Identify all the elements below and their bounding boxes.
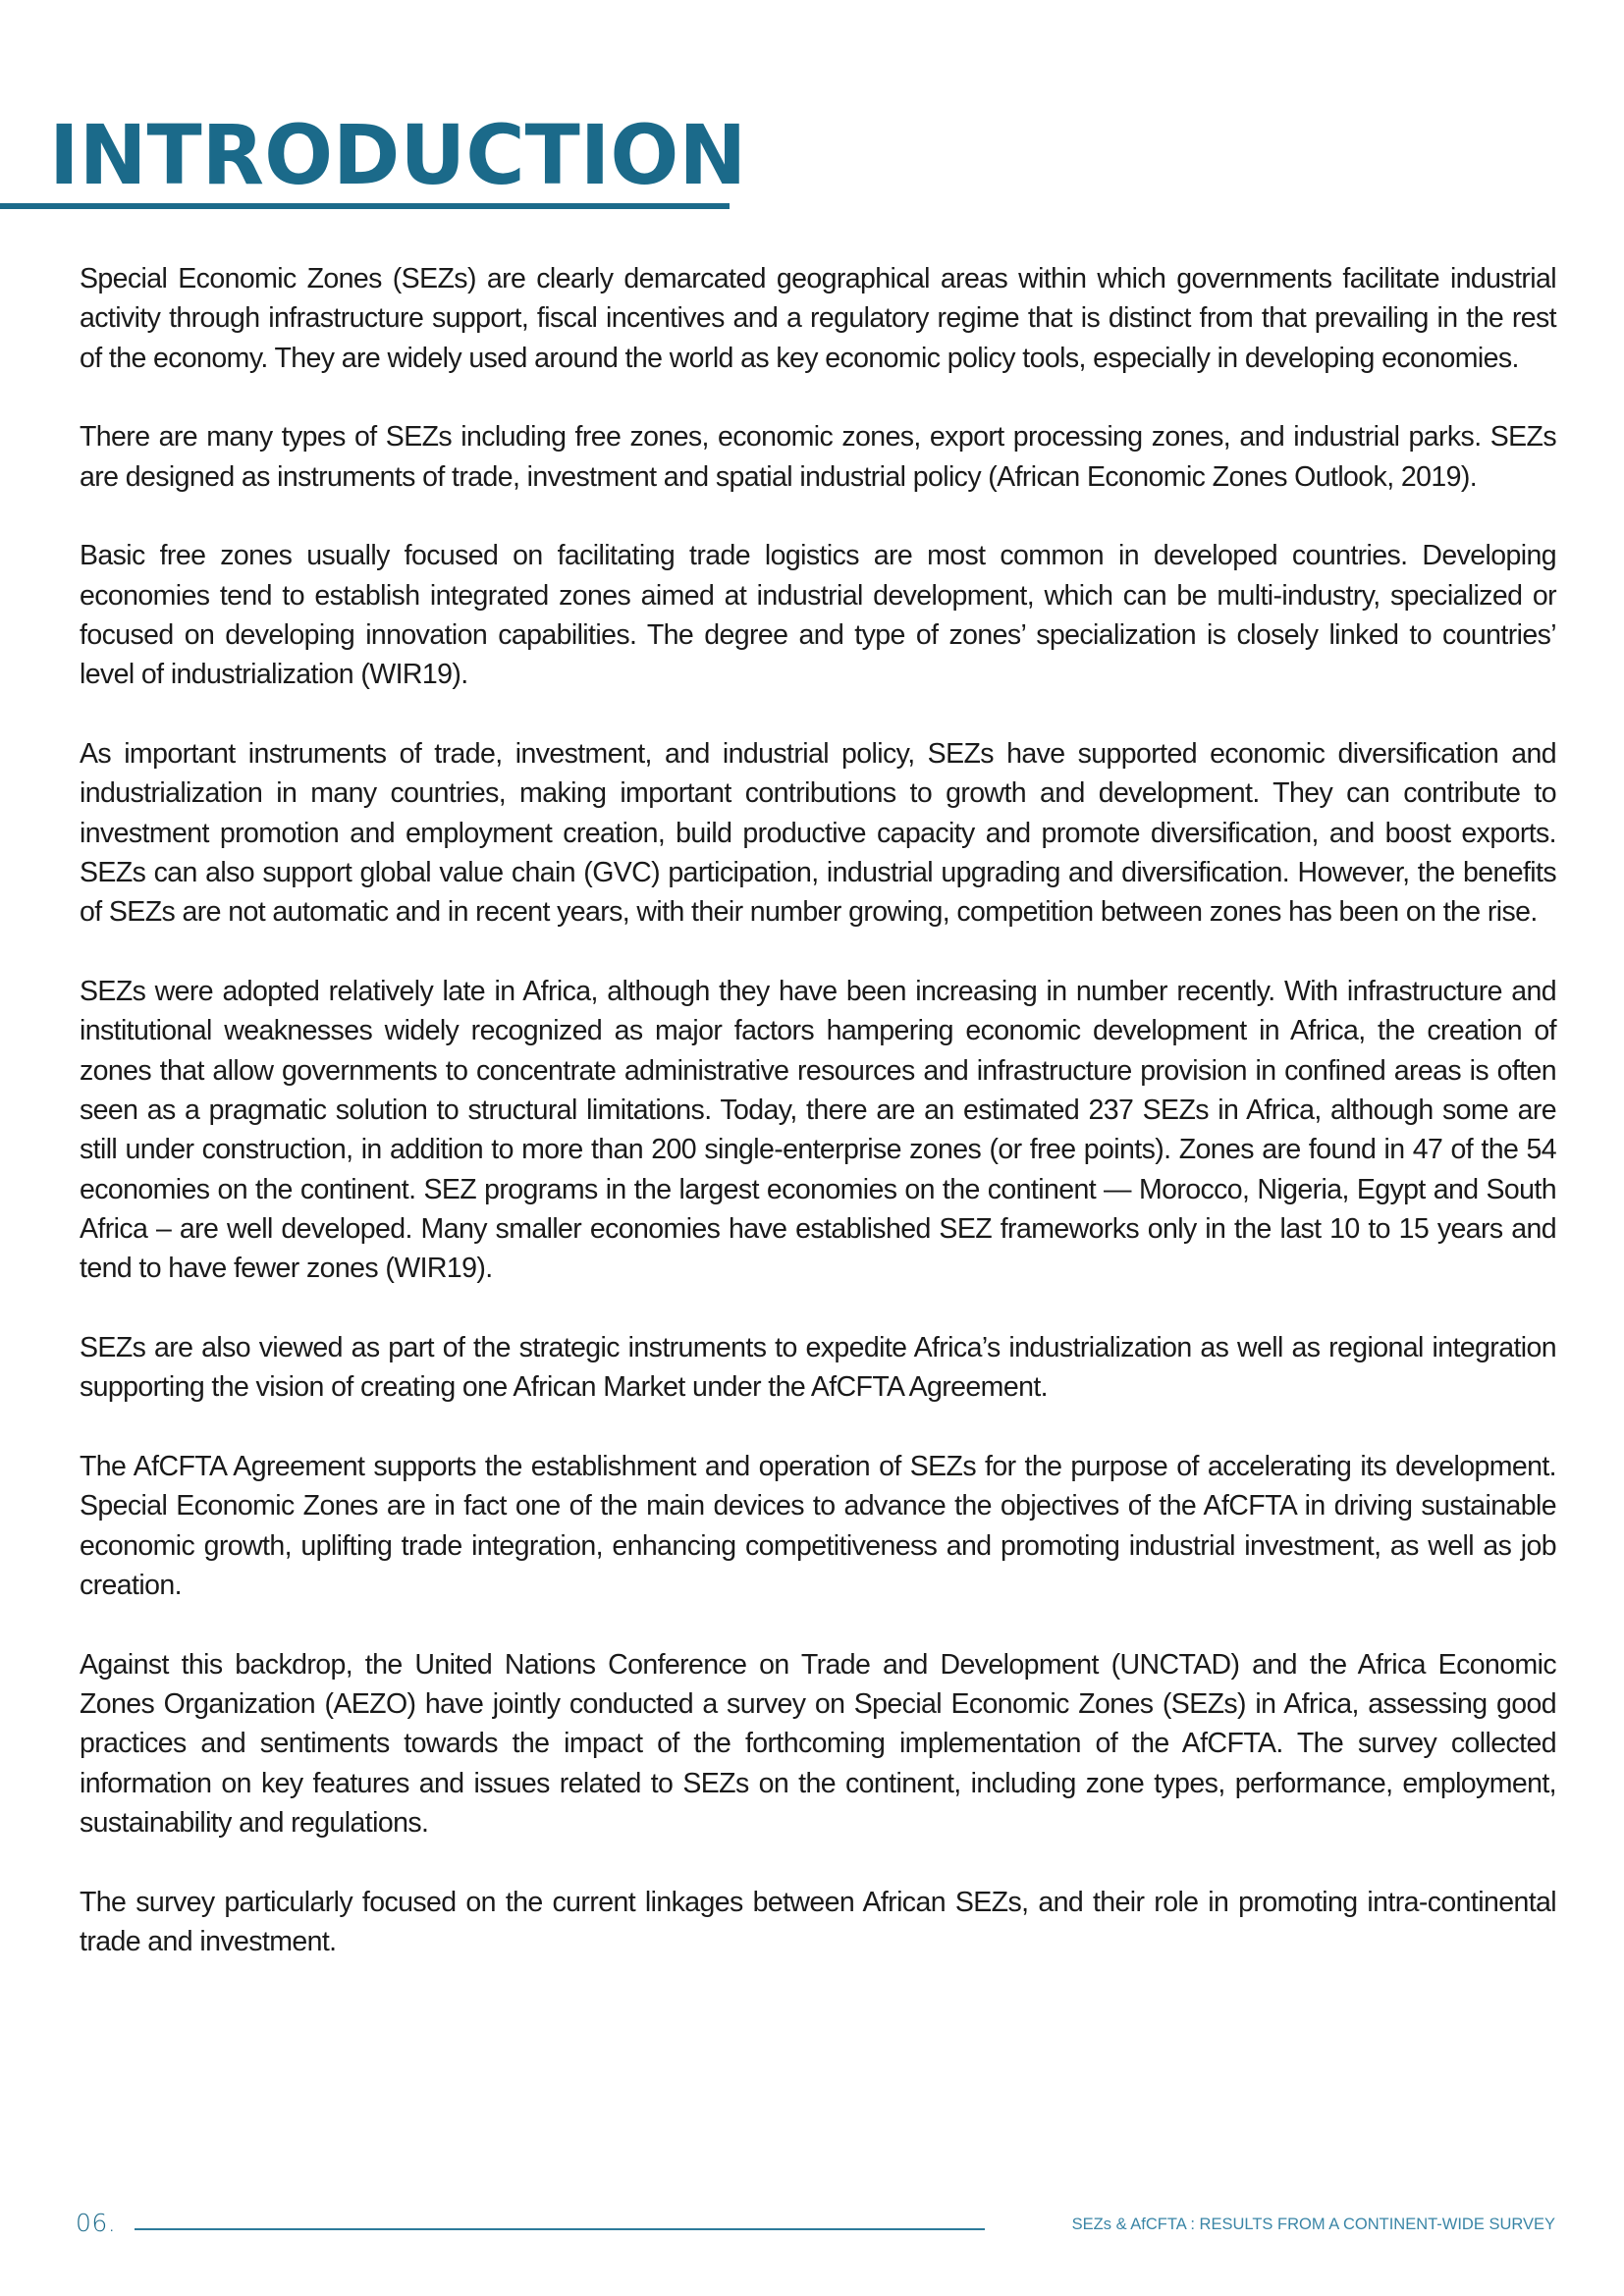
paragraph-policy-instruments: As important instruments of trade, investment, and industrial policy, SEZs have supported economic diversification and industrialization in many countries, making important contributions to growth and development. They can contribute to investment promotion and employment creation, build productive capacity and promote diversification, and boost exports. SEZs can also support global value chain (GVC) participation, industrial upgrading and diversification. However, the benefits of SEZs are not automatic and in recent years, with their number growing, competition between zones has been on the rise. bbox=[80, 738, 1556, 929]
publication-title: SEZs & AfCFTA : RESULTS FROM A CONTINENT-WIDE SURVEY bbox=[1071, 2216, 1555, 2233]
page-number: 06. bbox=[76, 2209, 117, 2237]
paragraph-survey-backdrop: Against this backdrop, the United Nations Conference on Trade and Development (UNCTAD) and the Africa Economic Zones Organization (AEZO) have jointly conducted a survey on Special Economic Zones (SEZs) in Africa, assessing good practices and sentiments towards the impact of the forthcoming implementation of the AfCFTA. The survey collected information on key features and issues related to SEZs on the continent, including zone types, performance, employment, sustainability and regulations. bbox=[80, 1648, 1556, 1839]
paragraph-strategic-instruments: SEZs are also viewed as part of the strategic instruments to expedite Africa’s industrialization as well as regional integration supporting the vision of creating one African Market under the AfCFTA Agreement. bbox=[80, 1332, 1556, 1404]
paragraph-sez-definition: Special Economic Zones (SEZs) are clearly demarcated geographical areas within which governments facilitate industrial activity through infrastructure support, fiscal incentives and a regulatory regime that is distinct from that prevailing in the rest of the economy. They are widely used around the world as key economic policy tools, especially in developing economies. bbox=[80, 263, 1556, 374]
body-text bbox=[80, 259, 1556, 1961]
paragraph-sezs-in-africa: SEZs were adopted relatively late in Africa, although they have been increasing in number recently. With infrastructure and institutional weaknesses widely recognized as major factors hampering economic development in Africa, the creation of zones that allow governments to concentrate administrative resources and infrastructure provision in confined areas is often seen as a pragmatic solution to structural limitations. Today, there are an estimated 237 SEZs in Africa, although some are still under construction, in addition to more than 200 single-enterprise zones (or free points). Zones are found in 47 of the 54 economies on the continent. SEZ programs in the largest economies on the continent — Morocco, Nigeria, Egypt and South Africa – are well developed. Many smaller economies have established SEZ frameworks only in the last 10 to 15 years and tend to have fewer zones (WIR19). bbox=[80, 976, 1556, 1285]
paragraph-free-zones: Basic free zones usually focused on facilitating trade logistics are most common in developed countries. Developing economies tend to establish integrated zones aimed at industrial development, which can be multi-industry, specialized or focused on developing innovation capabilities. The degree and type of zones’ specialization is closely linked to countries’ level of industrialization (WIR19). bbox=[80, 540, 1556, 691]
paragraph-survey-focus: The survey particularly focused on the current linkages between African SEZs, and their role in promoting intra-continental trade and investment. bbox=[80, 1886, 1556, 1958]
page-title: INTRODUCTION bbox=[49, 107, 747, 203]
page-footer bbox=[0, 2209, 1624, 2248]
paragraph-afcfta-agreement: The AfCFTA Agreement supports the establishment and operation of SEZs for the purpose of accelerating its development. Special Economic Zones are in fact one of the main devices to advance the objectives of the AfCFTA in driving sustainable economic growth, uplifting trade integration, enhancing competitiveness and promoting industrial investment, as well as job creation. bbox=[80, 1451, 1556, 1602]
footer-divider bbox=[135, 2228, 985, 2230]
paragraph-sez-types: There are many types of SEZs including free zones, economic zones, export processing zones, and industrial parks. SEZs are designed as instruments of trade, investment and spatial industrial policy (African Economic Zones Outlook, 2019). bbox=[80, 421, 1556, 493]
title-underline bbox=[0, 203, 730, 209]
